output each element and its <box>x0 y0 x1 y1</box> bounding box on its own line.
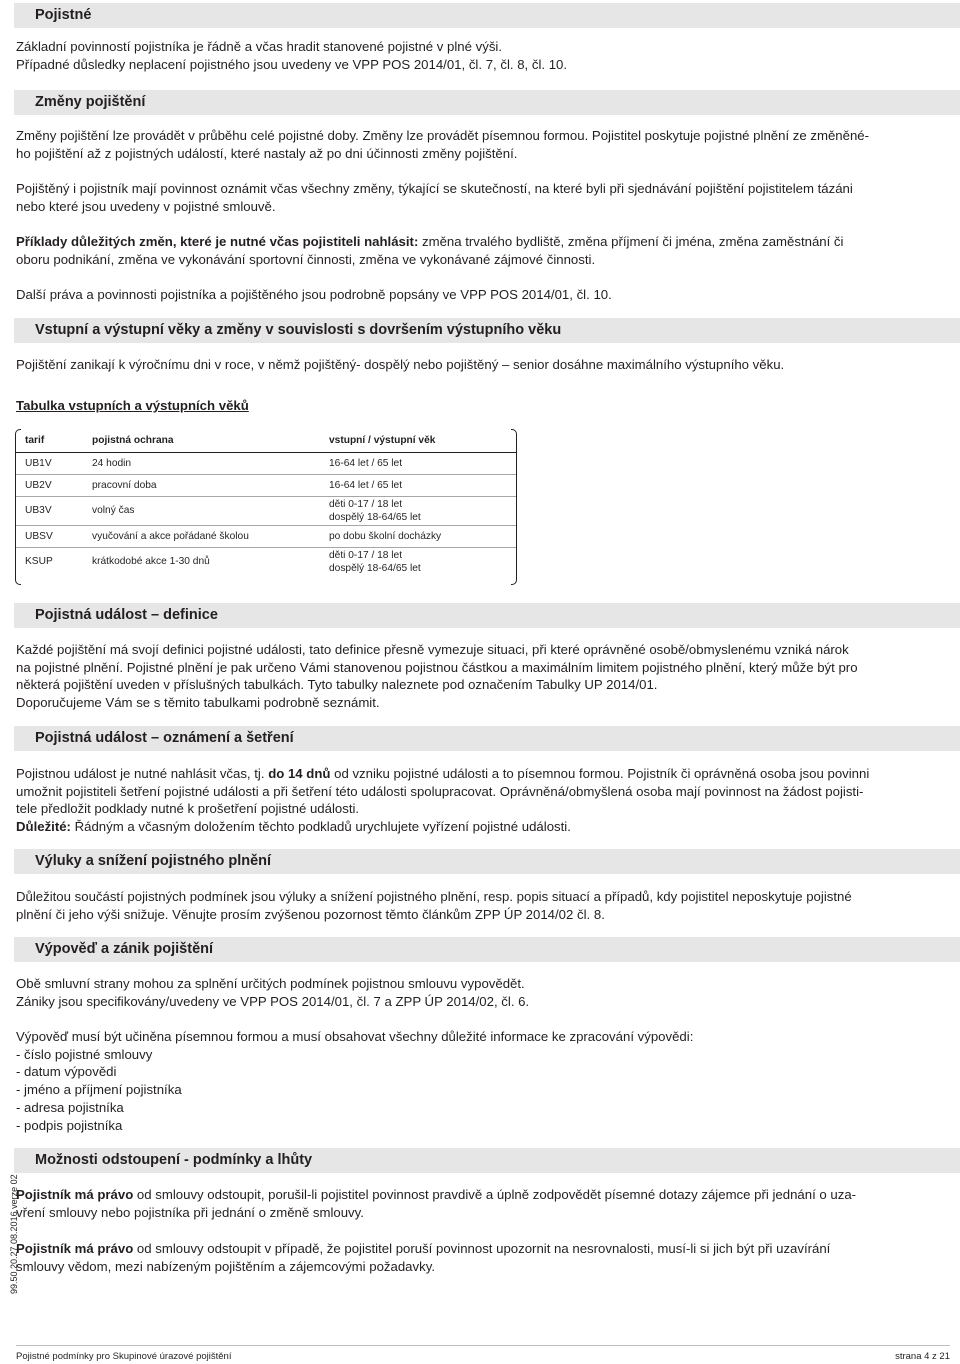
text-line: od vzniku pojistné události a to písemnou formou. Pojistník či oprávněná osoba jsou povinni <box>330 766 870 781</box>
section-title: Vstupní a výstupní věky a změny v souvislosti s dovršením výstupního věku <box>35 322 562 338</box>
section-title: Výluky a snížení pojistného plnění <box>35 853 272 869</box>
document-code: 99.50.20.27 08.2016 verze 02 <box>9 1174 19 1294</box>
cell-ochrana: pracovní doba <box>83 475 320 497</box>
table-header-row <box>16 429 516 453</box>
cell-tarif: UBSV <box>16 526 83 548</box>
paragraph <box>16 1186 856 1221</box>
bold-text: Důležité: <box>16 819 71 835</box>
cell-tarif: UB3V <box>16 497 83 526</box>
text-line: Základní povinností pojistníka je řádně a včas hradit stanovené pojistné v plné výši. <box>16 39 503 54</box>
cell-ochrana: krátkodobé akce 1-30 dnů <box>92 556 210 568</box>
text-line: na pojistné plnění. Pojistné plnění je pak určeno Vámi stanovenou pojistnou částkou a maximálním limitem pojistného plnění, který může být pro <box>16 659 858 675</box>
cell-ochrana: volný čas <box>83 497 320 526</box>
table-row <box>16 526 516 548</box>
cell-tarif: KSUP <box>25 556 53 568</box>
section-title: Pojistné <box>35 7 92 23</box>
text-line: Výpověď musí být učiněna písemnou formou a musí obsahovat všechny důležité informace ke zpracování výpovědi: <box>16 1029 694 1044</box>
text-line: plnění či jeho výši snižuje. Věnujte prosím zvýšenou pozornost těmto článkům ZPP ÚP 2014/02 čl. 8. <box>16 906 605 922</box>
paragraph <box>16 1240 830 1275</box>
table-bracket-right <box>511 429 517 585</box>
paragraph <box>16 641 858 712</box>
paragraph <box>16 1028 693 1134</box>
page-number: strana 4 z 21 <box>895 1351 950 1362</box>
bold-text: do 14 dnů <box>268 766 331 781</box>
text-line: Zániky jsou specifikovány/uvedeny ve VPP POS 2014/01, čl. 7 a ZPP ÚP 2014/02, čl. 6. <box>16 993 530 1009</box>
cell-vek <box>320 497 516 526</box>
paragraph <box>16 233 843 268</box>
text-line: oboru podnikání, změna ve vykonávání sportovní činnosti, změna ve vykonávané zájmové činnosti. <box>16 251 596 267</box>
column-header: pojistná ochrana <box>83 429 320 453</box>
column-header: tarif <box>16 429 83 453</box>
cell-vek: 16-64 let / 65 let <box>320 475 516 497</box>
table-row <box>16 497 516 526</box>
cell-vek <box>320 548 516 577</box>
text-line: změna trvalého bydliště, změna příjmení či jména, změna zaměstnání či <box>418 234 844 249</box>
list-item: - adresa pojistníka <box>16 1099 124 1115</box>
table-title: Tabulka vstupních a výstupních věků <box>16 398 249 413</box>
text-line: Změny pojištění lze provádět v průběhu celé pojistné doby. Změny lze provádět písemnou formou. Pojistitel poskytuje pojistné plnění ze změněné- <box>16 128 870 143</box>
text-line: Řádným a včasným doložením těchto podkladů urychlujete vyřízení pojistné události. <box>70 819 571 835</box>
text-line: od smlouvy odstoupit, porušil-li pojistitel povinnost pravdivě a úplně zodpovědět písemné dotazy zájemce při jednání o uza- <box>133 1187 857 1202</box>
bold-text: Příklady důležitých změn, které je nutné včas pojistiteli nahlásit: <box>16 234 419 249</box>
text-line: nebo které jsou uvedeny v pojistné smlouvě. <box>16 198 276 214</box>
list-item: - datum výpovědi <box>16 1064 117 1080</box>
cell-ochrana: 24 hodin <box>83 453 320 475</box>
text-line: Každé pojištění má svojí definici pojistné události, tato definice přesně vymezuje situaci, při které oprávněné osobě/obmyslenému vzniká nárok <box>16 642 849 657</box>
age-line: dospělý 18-64/65 let <box>329 563 421 574</box>
text-line: umožnit pojistiteli šetření pojistné události a při šetření této události spolupracovat. Oprávněná/obmyšlená osoba mají povinnost na žádost pojisti- <box>16 783 864 799</box>
paragraph <box>16 765 869 836</box>
section-header-pojistne <box>14 3 960 28</box>
section-title: Výpověď a zánik pojištění <box>35 941 214 957</box>
text-line: ho pojištění až z pojistných událostí, které nastaly až po dni účinnosti změny pojištění. <box>16 145 518 161</box>
section-header-vstupni <box>14 318 960 343</box>
text-line: Důležitou součástí pojistných podmínek jsou výluky a snížení pojistného plnění, resp. popis situací a případů, kdy pojistitel neposkytuje pojistné <box>16 889 852 904</box>
table-row <box>16 475 516 497</box>
section-header-vypoved <box>14 937 960 962</box>
list-item: - podpis pojistníka <box>16 1117 123 1133</box>
section-header-udalost-oznameni <box>14 726 960 751</box>
cell-tarif: UB1V <box>16 453 83 475</box>
section-header-odstoupeni <box>14 1148 960 1173</box>
cell-ochrana: vyučování a akce pořádané školou <box>83 526 320 548</box>
footer-divider <box>16 1345 950 1346</box>
paragraph <box>16 888 852 923</box>
text-line: Pojištěný i pojistník mají povinnost oznámit včas všechny změny, týkající se skutečností, na které byli při sjednávání pojištění pojistitelem tázáni <box>16 181 853 196</box>
list-item: - jméno a příjmení pojistníka <box>16 1082 182 1098</box>
age-line: děti 0-17 / 18 let <box>329 498 403 510</box>
section-header-udalost-definice <box>14 603 960 628</box>
paragraph: Další práva a povinnosti pojistníka a pojištěného jsou podrobně popsány ve VPP POS 2014/01, čl. 10. <box>16 287 612 302</box>
list-item: - číslo pojistné smlouvy <box>16 1046 153 1062</box>
text-line: Obě smluvní strany mohou za splnění určitých podmínek pojistnou smlouvu vypovědět. <box>16 976 525 991</box>
column-header: vstupní / výstupní věk <box>320 429 516 453</box>
cell-tarif: UB2V <box>16 475 83 497</box>
text-line: některá pojištění uveden v příslušných tabulkách. Tyto tabulky naleznete pod označením Tabulky UP 2014/01. <box>16 677 658 693</box>
section-header-vyluky <box>14 849 960 874</box>
paragraph <box>16 38 567 73</box>
text-line: Pojistnou událost je nutné nahlásit včas, tj. <box>16 766 269 781</box>
text-line: vření smlouvy nebo pojistníka při jednání o změně smlouvy. <box>16 1204 364 1220</box>
cell-vek: 16-64 let / 65 let <box>320 453 516 475</box>
text-line: smlouvy vědom, mezi nabízeným pojištěním a zájemcovými požadavky. <box>16 1258 435 1274</box>
cell-vek: po dobu školní docházky <box>320 526 516 548</box>
text-line: Doporučujeme Vám se s těmito tabulkami podrobně seznámit. <box>16 695 380 711</box>
section-header-zmeny <box>14 90 960 115</box>
text-line: tele předložit podklady nutné k prošetření pojistné události. <box>16 801 360 817</box>
bold-text: Pojistník má právo <box>16 1241 134 1256</box>
text-line: Případné důsledky neplacení pojistného jsou uvedeny ve VPP POS 2014/01, čl. 7, čl. 8, čl. 10. <box>16 56 568 72</box>
paragraph <box>16 127 869 162</box>
section-title: Možnosti odstoupení - podmínky a lhůty <box>35 1152 313 1168</box>
paragraph <box>16 180 853 215</box>
age-line: děti 0-17 / 18 let <box>329 549 403 561</box>
paragraph: Pojištění zanikají k výročnímu dni v roce, v němž pojištěný- dospělý nebo pojištěný – senior dosáhne maximálního výstupního věku. <box>16 357 785 372</box>
section-title: Pojistná událost – oznámení a šetření <box>35 730 294 746</box>
bold-text: Pojistník má právo <box>16 1187 134 1202</box>
footer-title: Pojistné podmínky pro Skupinové úrazové pojištění <box>16 1351 232 1362</box>
section-title: Změny pojištění <box>35 94 146 110</box>
section-title: Pojistná událost – definice <box>35 607 218 623</box>
age-line: dospělý 18-64/65 let <box>329 512 421 523</box>
paragraph <box>16 975 529 1010</box>
text-line: od smlouvy odstoupit v případě, že pojistitel poruší povinnost upozornit na nesrovnalosti, musí-li si jich být při uzavírání <box>133 1241 831 1256</box>
table-bracket-left <box>15 429 21 585</box>
age-table <box>16 429 516 585</box>
table-row <box>16 548 516 577</box>
table-row <box>16 453 516 475</box>
